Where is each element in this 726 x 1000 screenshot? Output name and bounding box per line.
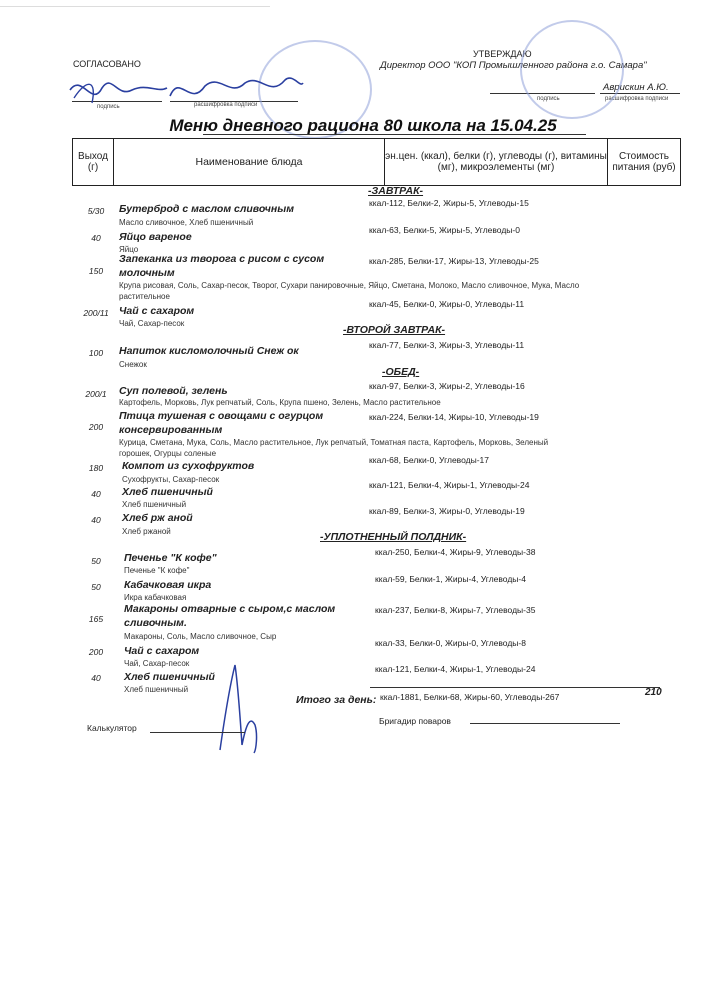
- dish-ingredients: Печенье "К кофе": [124, 566, 190, 575]
- dish-nutrition: ккал-121, Белки-4, Жиры-1, Углеводы-24: [369, 480, 530, 490]
- dish-name: Компот из сухофруктов: [122, 460, 255, 472]
- director-title: Директор ООО "КОП Промышленного района г.о. Самара": [380, 60, 647, 71]
- sig-caption-1: подпись: [97, 104, 120, 110]
- dish-ingredients: Яйцо: [119, 245, 139, 254]
- dish-name: Макароны отварные с сыром,с маслом: [124, 603, 336, 615]
- dish-ingredients: Хлеб пшеничный: [122, 500, 187, 509]
- dish-name-cont: сливочным.: [124, 617, 187, 629]
- item-output: 165: [88, 614, 104, 624]
- dish-ingredients: Хлеб ржаной: [122, 527, 171, 536]
- director-name: Аврискин А.Ю.: [603, 82, 669, 93]
- dish-ingredients-cont: горошек, Огурцы соленые: [119, 449, 217, 458]
- title-underline: [203, 134, 586, 135]
- dish-name: Кабачковая икра: [124, 579, 212, 591]
- dish-nutrition: ккал-33, Белки-0, Жиры-0, Углеводы-8: [375, 638, 526, 648]
- item-output: 200/1: [85, 389, 107, 399]
- dish-ingredients: Сухофрукты, Сахар-песок: [122, 475, 220, 484]
- item-output: 200: [88, 647, 104, 657]
- dish-name: Суп полевой, зелень: [119, 385, 228, 397]
- sig-caption-4: расшифровка подписи: [605, 96, 669, 102]
- approved-left-label: СОГЛАСОВАНО: [73, 59, 141, 69]
- dish-nutrition: ккал-285, Белки-17, Жиры-13, Углеводы-25: [369, 256, 539, 266]
- item-output: 40: [91, 233, 101, 243]
- item-output: 200: [88, 422, 104, 432]
- dish-nutrition: ккал-63, Белки-5, Жиры-5, Углеводы-0: [369, 225, 520, 235]
- dish-nutrition: ккал-68, Белки-0, Углеводы-17: [369, 455, 489, 465]
- dish-ingredients: Картофель, Морковь, Лук репчатый, Соль, Крупа пшено, Зелень, Масло растительное: [119, 398, 441, 407]
- item-output: 40: [91, 489, 101, 499]
- dish-ingredients: Макароны, Соль, Масло сливочное, Сыр: [124, 632, 277, 641]
- chef-label: Бригадир поваров: [379, 716, 451, 726]
- calculator-sign-line: [150, 732, 245, 733]
- col-output-header: Выход (г): [73, 139, 114, 186]
- dish-ingredients-cont: растительное: [119, 292, 170, 301]
- chef-sign-line: [470, 723, 620, 724]
- dish-ingredients: Чай, Сахар-песок: [119, 319, 185, 328]
- dish-ingredients: Снежок: [119, 360, 147, 369]
- dish-ingredients: Масло сливочное, Хлеб пшеничный: [119, 218, 254, 227]
- col-name-header: Наименование блюда: [114, 139, 385, 186]
- section-title: -ВТОРОЙ ЗАВТРАК-: [343, 324, 446, 336]
- sig-caption-2: расшифровка подписи: [194, 102, 258, 108]
- dish-nutrition: ккал-97, Белки-3, Жиры-2, Углеводы-16: [369, 381, 525, 391]
- dish-name: Яйцо вареное: [119, 231, 192, 243]
- calculator-label: Калькулятор: [87, 723, 137, 733]
- signature-calculator: [210, 655, 270, 755]
- dish-ingredients: Икра кабачковая: [124, 593, 187, 602]
- item-output: 40: [91, 515, 101, 525]
- dish-nutrition: ккал-89, Белки-3, Жиры-0, Углеводы-19: [369, 506, 525, 516]
- item-output: 40: [91, 673, 101, 683]
- dish-nutrition: ккал-77, Белки-3, Жиры-3, Углеводы-11: [369, 340, 525, 350]
- dish-ingredients: Крупа рисовая, Соль, Сахар-песок, Творог, Сухари панировочные, Яйцо, Сметана, Молоко, Масло сливочное, Мука, Масло: [119, 281, 580, 290]
- total-nutrition: ккал-1881, Белки-68, Жиры-60, Углеводы-267: [380, 692, 560, 702]
- dish-nutrition: ккал-237, Белки-8, Жиры-7, Углеводы-35: [375, 605, 536, 615]
- menu-table-header: [72, 138, 681, 186]
- dish-ingredients: Курица, Сметана, Мука, Соль, Масло растительное, Лук репчатый, Томатная паста, Картофель, Морковь, Зеленый: [119, 438, 549, 447]
- dish-name: Чай с сахаром: [124, 645, 200, 657]
- dish-nutrition: ккал-59, Белки-1, Жиры-4, Углеводы-4: [375, 574, 526, 584]
- sig-caption-3: подпись: [537, 96, 560, 102]
- dish-ingredients: Чай, Сахар-песок: [124, 659, 190, 668]
- scan-edge: [0, 6, 270, 7]
- dish-nutrition: ккал-121, Белки-4, Жиры-1, Углеводы-24: [375, 664, 536, 674]
- item-output: 50: [91, 582, 101, 592]
- dish-nutrition: ккал-45, Белки-0, Жиры-0, Углеводы-11: [369, 299, 525, 309]
- dish-nutrition: ккал-224, Белки-14, Жиры-10, Углеводы-19: [369, 412, 539, 422]
- dish-name-cont: консервированным: [119, 424, 223, 436]
- dish-name: Запеканка из творога с рисом с сусом: [119, 253, 325, 265]
- total-label: Итого за день:: [296, 694, 377, 706]
- total-line: [370, 687, 660, 688]
- dish-name: Бутерброд с маслом сливочным: [119, 203, 294, 215]
- item-output: 150: [88, 266, 104, 276]
- page-title: Меню дневного рациона 80 школа на 15.04.25: [169, 116, 557, 135]
- stamp-right: [520, 20, 624, 119]
- item-output: 200/11: [83, 308, 109, 318]
- col-cost-header: Стоимость питания (руб): [608, 139, 681, 186]
- item-output: 50: [91, 556, 101, 566]
- item-output: 100: [88, 348, 104, 358]
- item-output: 180: [88, 463, 104, 473]
- dish-nutrition: ккал-112, Белки-2, Жиры-5, Углеводы-15: [369, 198, 529, 208]
- total-cost: 210: [645, 687, 662, 698]
- dish-name: Печенье "К кофе": [124, 552, 217, 564]
- signature-left-2: [165, 68, 305, 113]
- item-output: 5/30: [87, 206, 105, 216]
- dish-name: Хлеб пшеничный: [122, 486, 213, 498]
- dish-name: Чай с сахаром: [119, 305, 195, 317]
- signature-left-1: [62, 68, 172, 113]
- dish-nutrition: ккал-250, Белки-4, Жиры-9, Углеводы-38: [375, 547, 536, 557]
- approved-right-label: УТВЕРЖДАЮ: [473, 49, 532, 59]
- dish-ingredients: Хлеб пшеничный: [124, 685, 189, 694]
- section-title: -УПЛОТНЕННЫЙ ПОЛДНИК-: [320, 531, 467, 543]
- dish-name-cont: молочным: [119, 267, 175, 279]
- col-nutrition-header: эн.цен. (ккал), белки (г), углеводы (г), витамины (мг), микроэлементы (мг): [385, 139, 608, 186]
- dish-name: Птица тушеная с овощами с огурцом: [119, 410, 324, 422]
- dish-name: Хлеб пшеничный: [124, 671, 215, 683]
- section-title: -ОБЕД-: [382, 366, 420, 378]
- dish-name: Напиток кисломолочный Снеж ок: [119, 345, 299, 357]
- section-title: -ЗАВТРАК-: [368, 185, 424, 197]
- dish-name: Хлеб рж аной: [122, 512, 193, 524]
